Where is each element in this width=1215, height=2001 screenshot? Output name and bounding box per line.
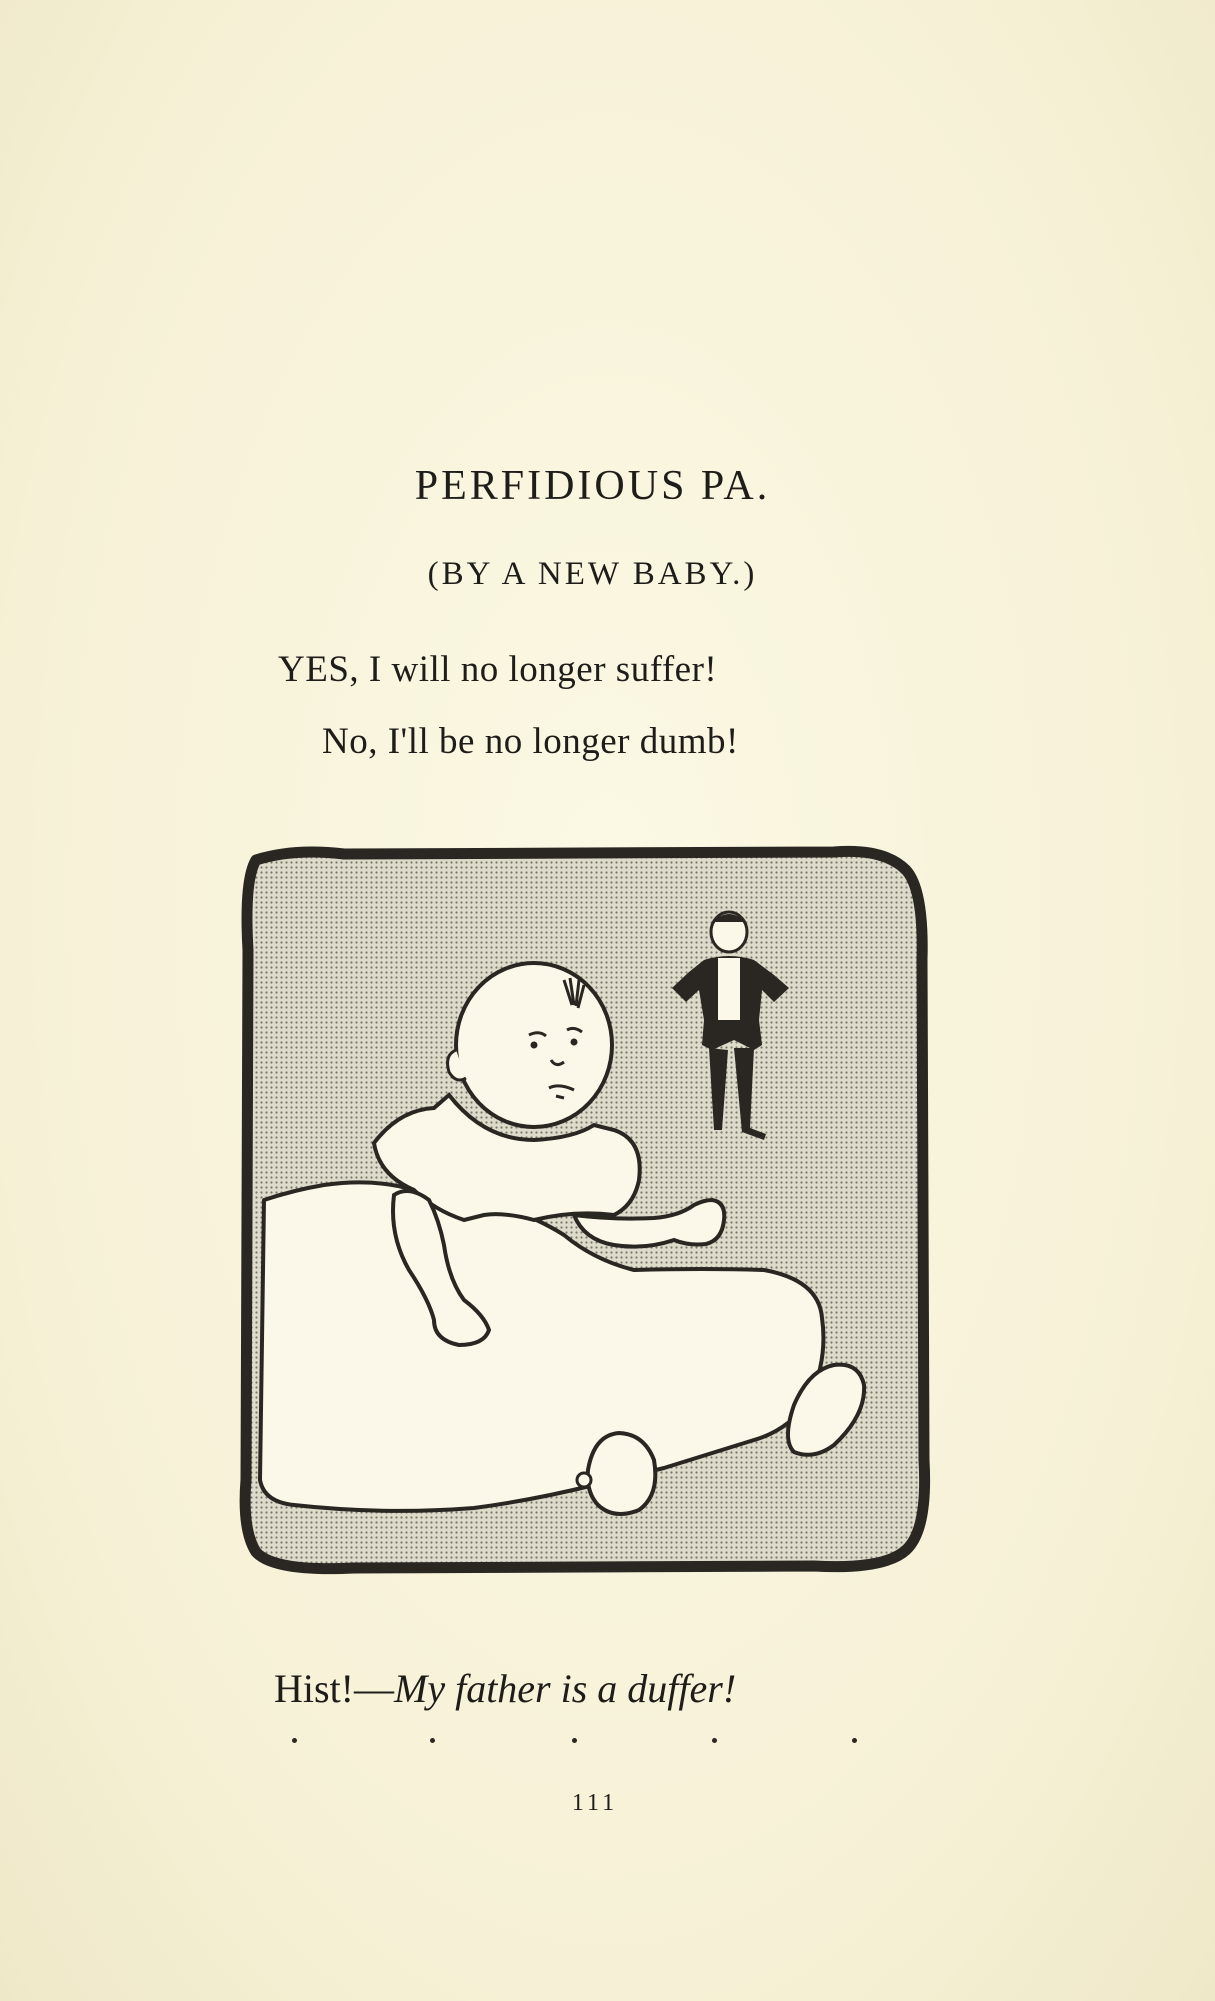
ellipsis-dot: [292, 1738, 297, 1743]
ellipsis-dot: [430, 1738, 435, 1743]
verse-line-1: YES, I will no longer suffer!: [278, 649, 718, 690]
caption-lead: Hist!—: [274, 1666, 394, 1711]
verse-line-2: No, I'll be no longer dumb!: [322, 721, 739, 762]
page-number: 111: [571, 1790, 619, 1816]
ellipsis-dots: [270, 1738, 870, 1758]
ellipsis-dot: [712, 1738, 717, 1743]
illustration: [234, 840, 934, 1582]
illustration-drawing: [234, 840, 934, 1582]
caption: [274, 1665, 736, 1712]
poem-title: PERFIDIOUS PA.: [414, 463, 771, 509]
ellipsis-dot: [852, 1738, 857, 1743]
ellipsis-dot: [572, 1738, 577, 1743]
baby-foot-bottom: [588, 1433, 656, 1514]
poem-subtitle: (BY A NEW BABY.): [427, 556, 758, 592]
caption-italic: My father is a duffer!: [394, 1666, 737, 1711]
